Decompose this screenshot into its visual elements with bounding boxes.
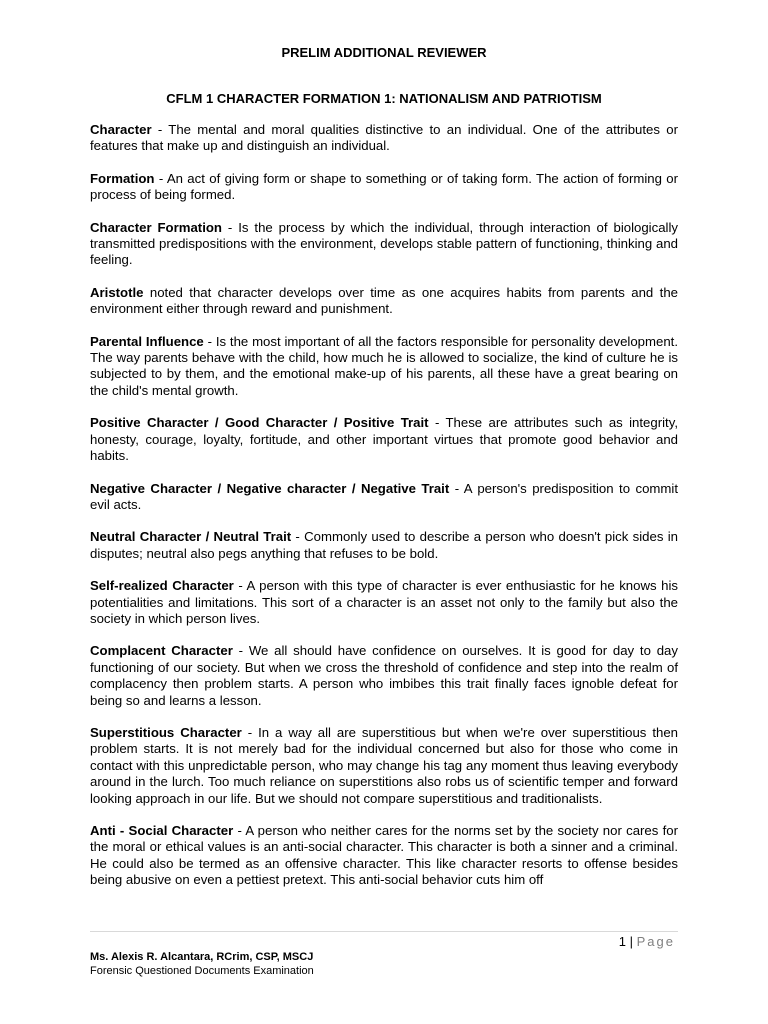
entry-definition: - In a way all are superstitious but when we're over superstitious then problem starts. It is not merely bad for the individual concerned but also for those who come in contact with this unpredictable person, who may change his tag any moment thus leaving everybody around in the lurch. Too much reliance on superstitions also robs us of scientific temper and forward looking approach in our life. But we should not compare superstitious and traditionalists. [90,724,679,806]
entry-definition: - An act of giving form or shape to something or of taking form. The action of forming or process of being formed. [90,170,678,203]
page-number [619,934,675,950]
footer-divider [90,931,678,932]
entry-definition: - Is the process by which the individual, through interaction of biologically transmitted predispositions with the environment, develops stable pattern of functioning, thinking and feeling. [90,219,678,268]
definition-entry-neutral-character [90,529,678,562]
entry-definition: - A person who neither cares for the norms set by the society nor cares for the moral or ethical values is an anti-social character. This character is both a sinner and a criminal. He could also be termed as an offensive character. This like character resorts to offense besides being abusive on even a pettiest pretext. This anti-social behavior cuts him off [90,823,678,888]
page-number-separator: | [629,934,633,949]
definition-entry-superstitious-character [90,725,678,807]
entry-term: Superstitious Character [90,724,242,740]
entry-definition: noted that character develops over time as one acquires habits from parents and the environment either through reward and punishment. [90,284,678,317]
definition-entry-positive-character [90,415,678,464]
definition-entry-self-realized-character [90,578,678,627]
entry-definition: - These are attributes such as integrity, honesty, courage, loyalty, fortitude, and other important virtues that promote good behavior and habits. [90,415,678,464]
page-number-value: 1 [618,934,626,949]
entry-definition: - We all should have confidence on ourselves. It is good for day to day functioning of our society. But when we cross the threshold of confidence and step into the realm of complacency then problem starts. A person who imbibes this trait finally faces ignoble defeat for being so and learns a lesson. [90,643,678,708]
entry-definition: - Is the most important of all the factors responsible for personality development. The way parents behave with the child, how much he is allowed to socialize, the kind of culture he is subjected to by them, and the emotional make-up of his parents, all these have a great bearing on the child's mental growth. [90,333,678,398]
entry-definition: - A person's predisposition to commit evil acts. [90,480,678,512]
entry-definition: - Commonly used to describe a person who doesn't pick sides in disputes; neutral also pegs anything that refuses to be bold. [90,529,678,561]
entry-definition: - The mental and moral qualities distinctive to an individual. One of the attributes or features that make up and distinguish an individual. [90,122,678,154]
entry-term: Formation [90,170,155,186]
footer-department: Forensic Questioned Documents Examination [90,965,314,977]
entry-term: Character Formation [90,219,222,235]
entry-term: Complacent Character [90,643,233,659]
entry-term: Negative Character / Negative character / Negative Trait [90,480,450,496]
entry-term: Anti - Social Character [90,823,234,838]
footer-author: Ms. Alexis R. Alcantara, RCrim, CSP, MSCJ [90,951,314,963]
definition-list [90,122,678,889]
definition-entry-formation [90,171,678,204]
definition-entry-character [90,122,678,155]
definition-entry-complacent-character [90,643,678,709]
document-subtitle: CFLM 1 CHARACTER FORMATION 1: NATIONALISM AND PATRIOTISM [166,91,602,106]
definition-entry-character-formation [90,220,678,269]
page-content [90,45,678,905]
definition-entry-negative-character [90,481,678,514]
definition-entry-parental-influence [90,334,678,400]
entry-term: Positive Character / Good Character / Positive Trait [90,415,429,431]
entry-term: Neutral Character / Neutral Trait [90,529,292,545]
document-title: PRELIM ADDITIONAL REVIEWER [281,45,487,60]
definition-entry-aristotle [90,285,678,318]
entry-term: Self-realized Character [90,578,234,594]
page-number-label: Page [636,934,675,949]
definition-entry-anti-social-character [90,823,678,889]
entry-term: Aristotle [90,284,144,300]
entry-term: Parental Influence [90,333,204,349]
entry-definition: - A person with this type of character is ever enthusiastic for he knows his potentialities and limitations. This sort of a character is an asset not only to the family but also the society in which person lives. [90,578,678,626]
entry-term: Character [90,122,152,137]
